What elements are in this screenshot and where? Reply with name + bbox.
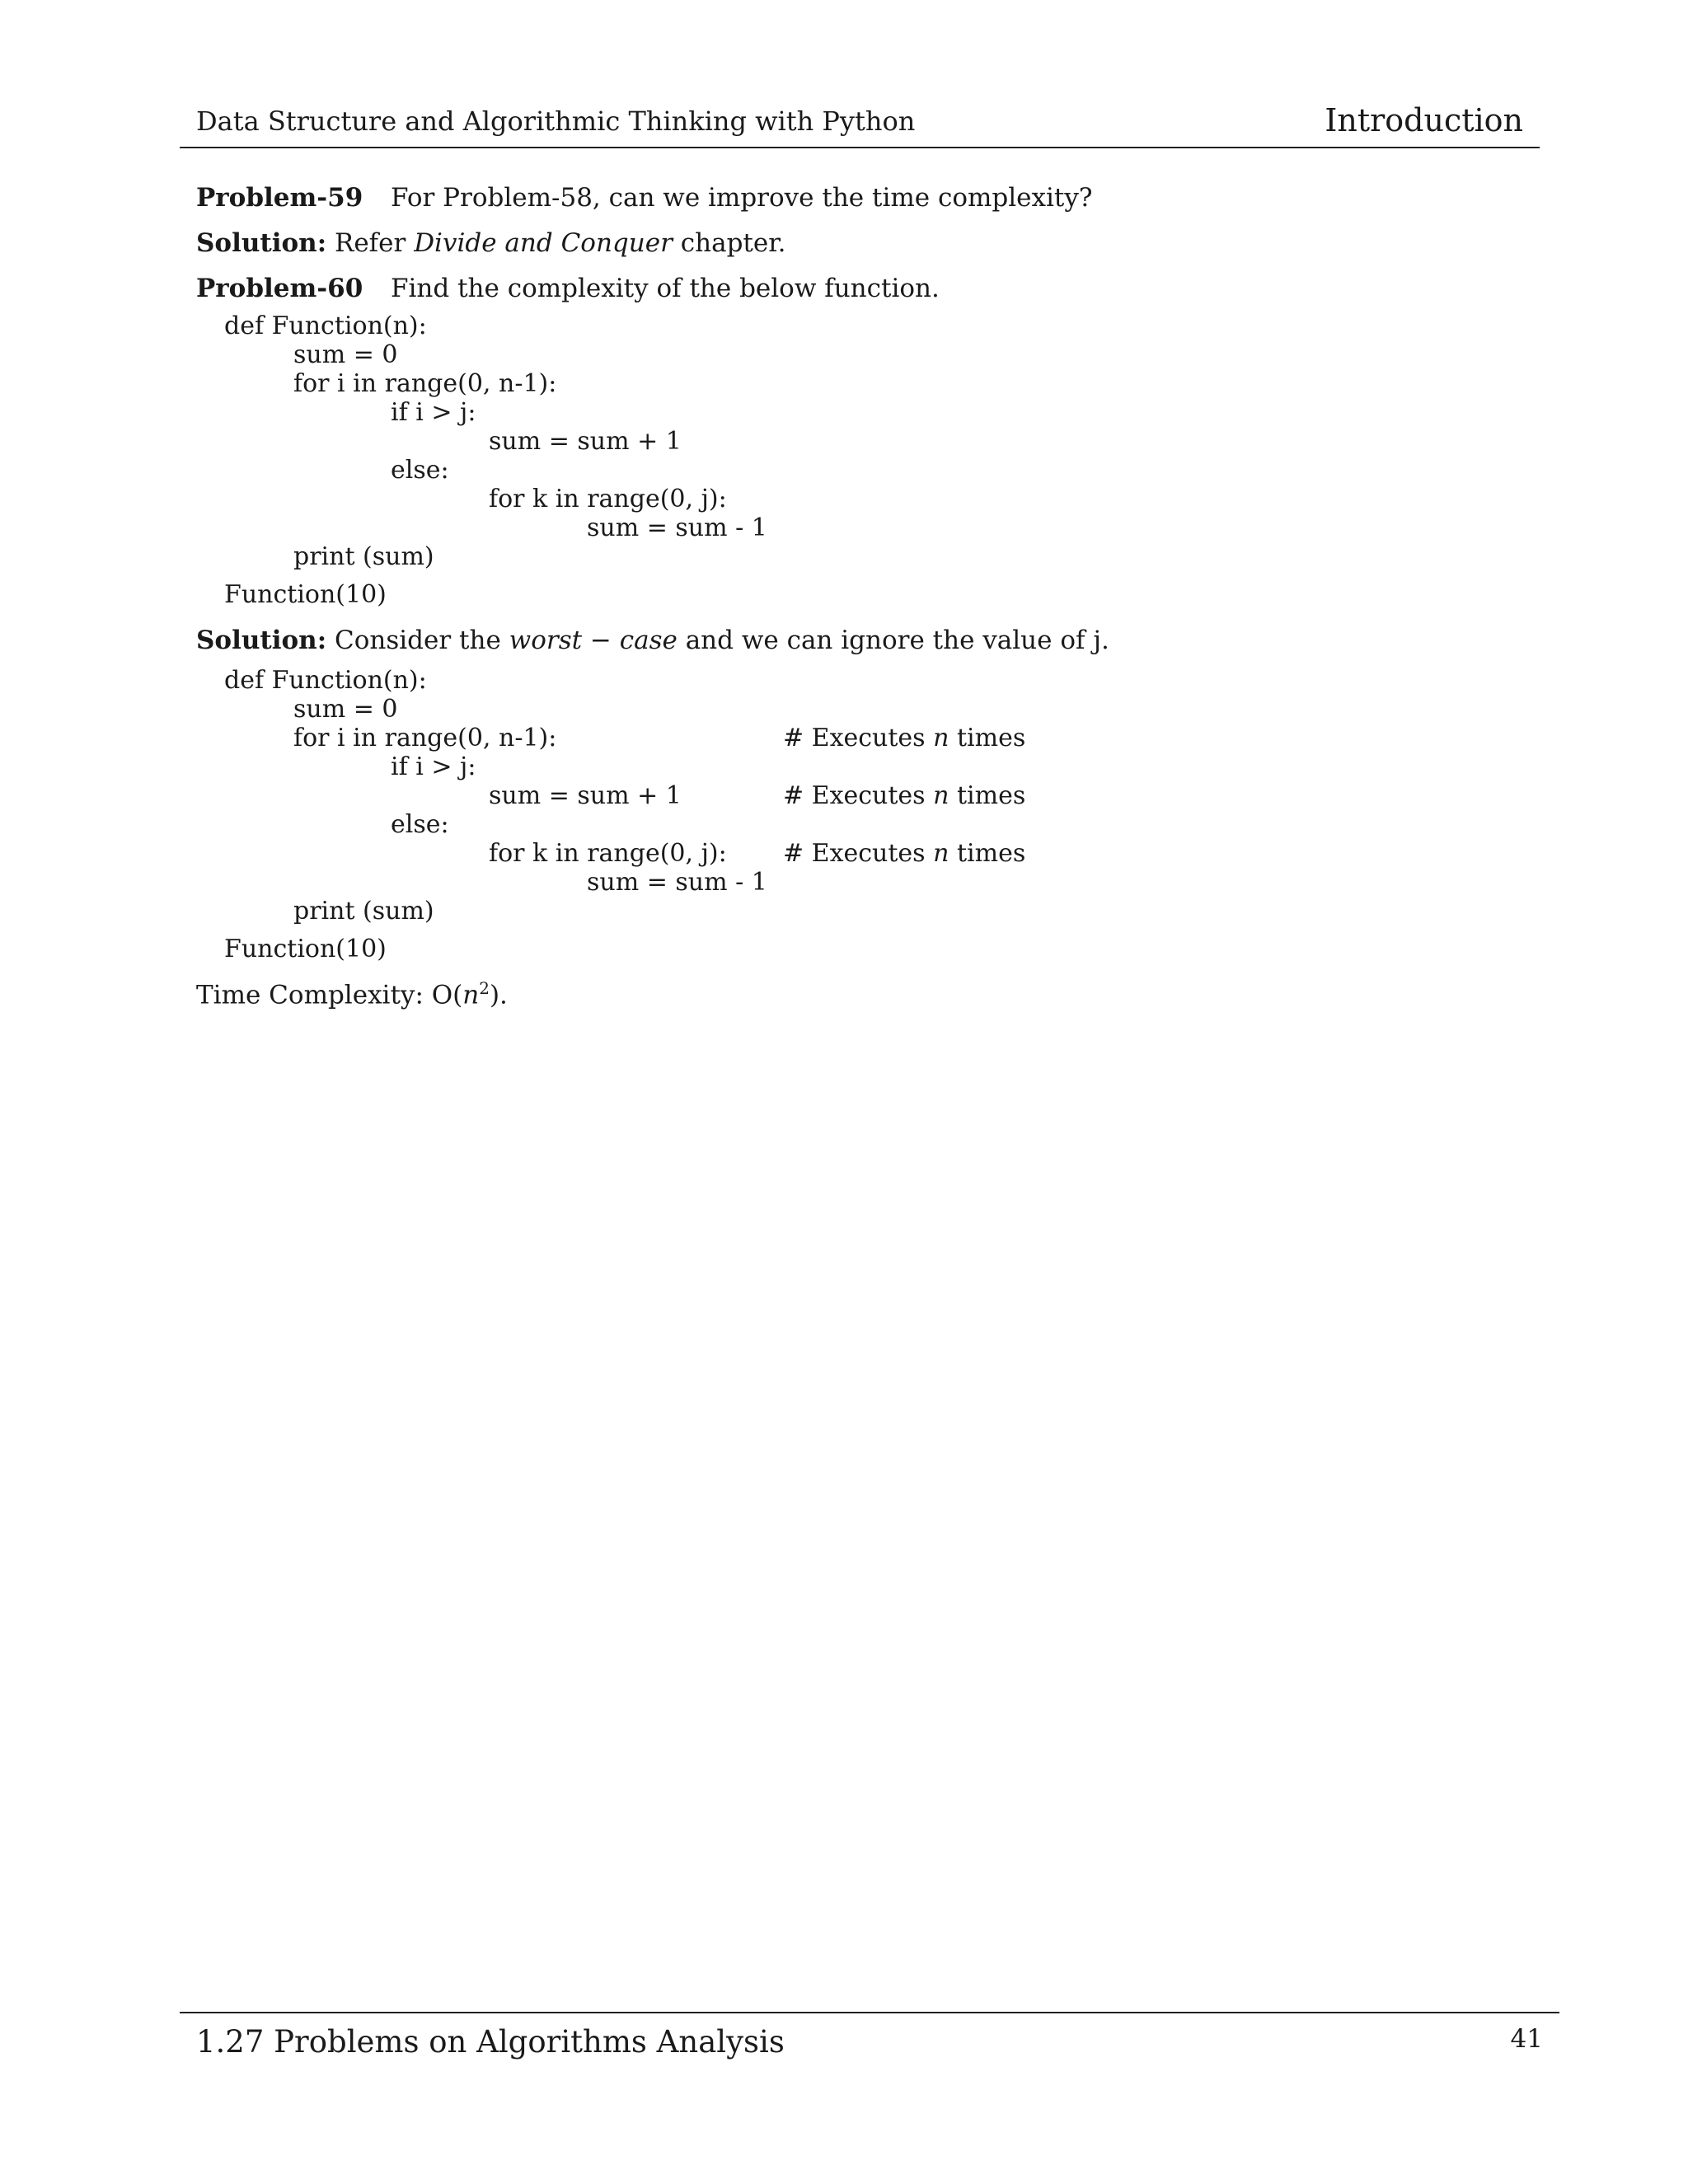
code-line: sum = sum - 1 (587, 513, 767, 542)
code-line: else: (391, 456, 449, 485)
code-line: def Function(n): (224, 666, 427, 695)
problem-60-label: Problem-60 (196, 274, 363, 303)
solution-text-pre: Refer (335, 228, 406, 258)
code-line: for i in range(0, n-1): (293, 724, 557, 752)
complexity-variable: n (462, 980, 480, 1010)
header-divider (180, 147, 1540, 148)
code-comment (783, 726, 1025, 751)
problem-60-solution (196, 628, 1109, 654)
code-line: if i > j: (391, 398, 476, 427)
solution-emphasis: worst − case (509, 626, 678, 655)
problem-59-text: For Problem-58, can we improve the time complexity? (391, 183, 1093, 213)
solution-text-post: chapter. (680, 228, 786, 258)
running-header-title: Data Structure and Algorithmic Thinking with Python (196, 105, 916, 137)
code-line: def Function(n): (224, 312, 427, 340)
comment-text: # Executes n times (783, 724, 1026, 752)
problem-59-label: Problem-59 (196, 183, 363, 213)
code-line: else: (391, 810, 449, 839)
solution-label: Solution: (196, 228, 327, 258)
footer-divider (180, 2012, 1559, 2013)
code-line: for k in range(0, j): (489, 839, 727, 868)
code-comment (783, 781, 1026, 810)
comment-text: # Executes n times (783, 781, 1026, 810)
complexity-exponent: 2 (479, 978, 490, 998)
code-line: sum = sum + 1 (489, 781, 682, 810)
code-line: if i > j: (391, 752, 476, 781)
code-line: sum = 0 (293, 340, 398, 369)
comment-text: # Executes n times (783, 839, 1026, 868)
page-number: 41 (1510, 2024, 1543, 2054)
code-line: sum = sum - 1 (587, 868, 767, 897)
running-header-chapter: Introduction (1325, 102, 1523, 138)
problem-59-solution (196, 228, 786, 258)
code-line: Function(10) (224, 580, 387, 609)
code-line: sum = 0 (293, 695, 398, 724)
complexity-text: Time Complexity: O( (196, 980, 463, 1010)
complexity-close: ). (489, 980, 508, 1010)
code-line: Function(10) (224, 935, 387, 963)
solution-text-pre: Consider the (335, 626, 501, 655)
code-comment (783, 841, 1025, 866)
code-line: sum = sum + 1 (489, 427, 682, 456)
problem-60-text: Find the complexity of the below function. (391, 274, 940, 303)
solution-label: Solution: (196, 626, 327, 655)
code-line: for i in range(0, n-1): (293, 369, 557, 398)
code-line: print (sum) (293, 542, 434, 571)
code-line: for k in range(0, j): (489, 485, 727, 513)
footer-section-title: 1.27 Problems on Algorithms Analysis (196, 2024, 785, 2060)
code-line: print (sum) (293, 897, 434, 926)
solution-emphasis: Divide and Conquer (414, 228, 673, 258)
solution-text-post: and we can ignore the value of j. (685, 626, 1109, 655)
time-complexity (196, 980, 508, 1008)
